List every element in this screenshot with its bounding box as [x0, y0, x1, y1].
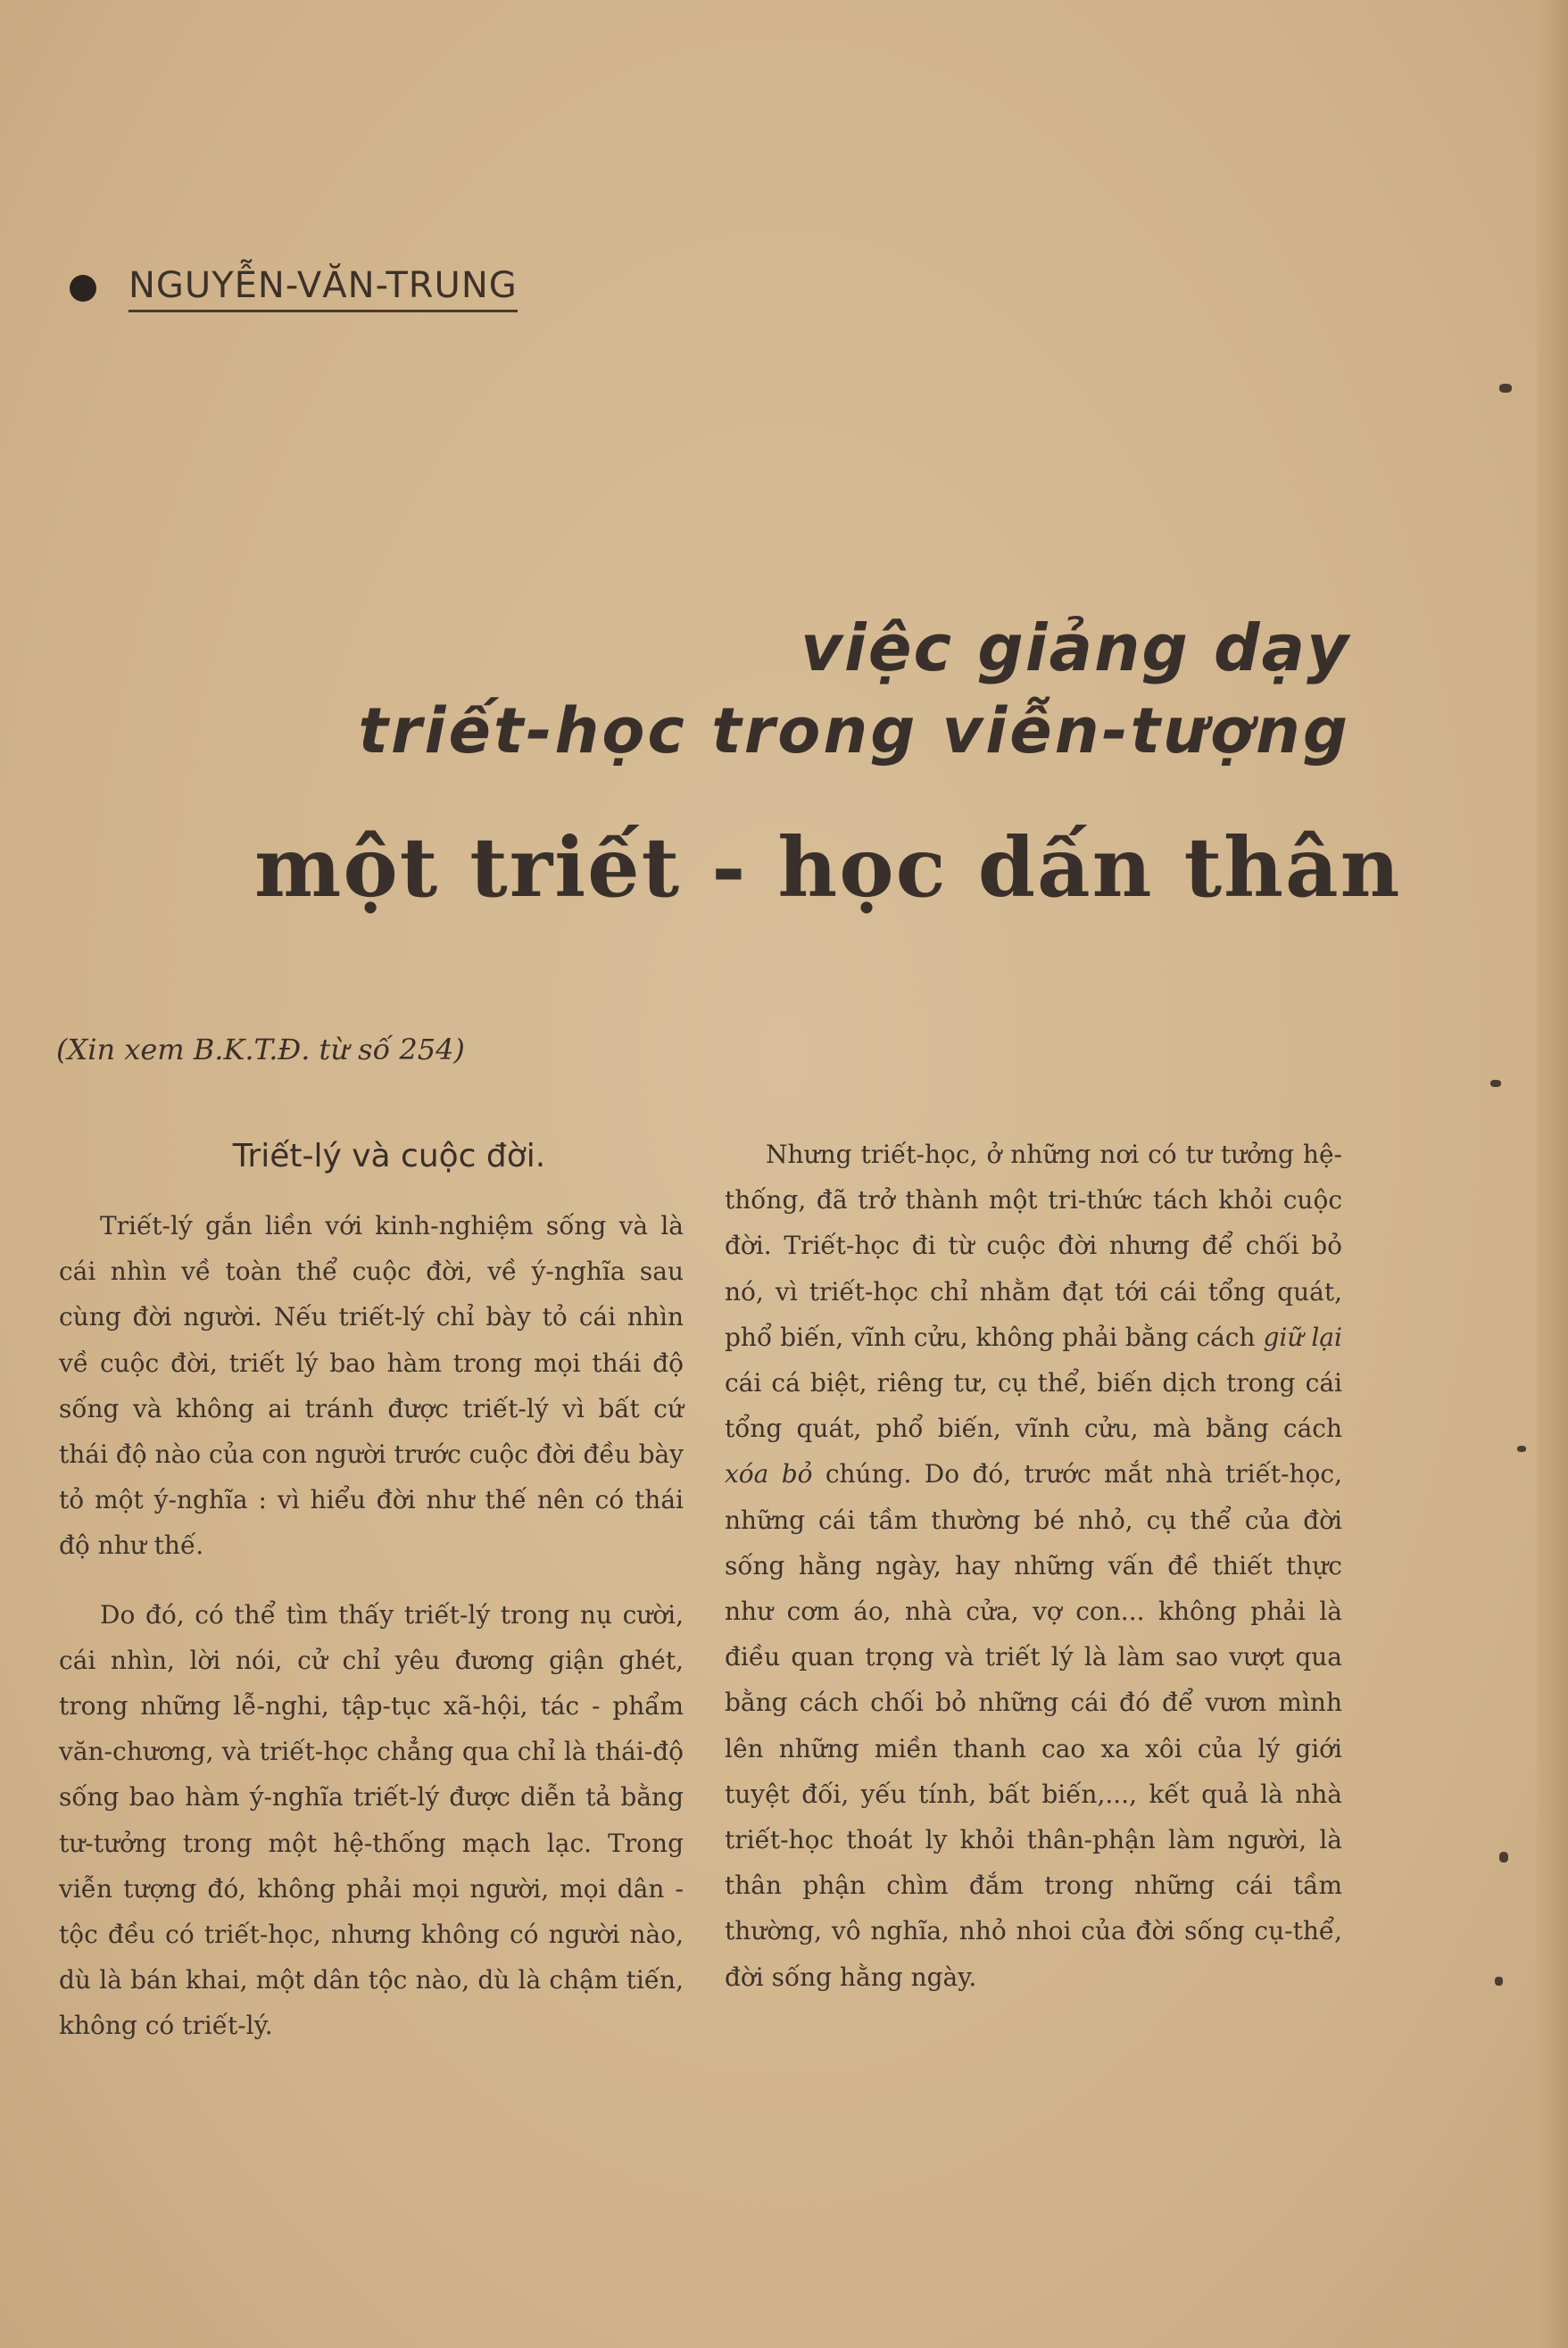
right-text-part-c: chúng. Do đó, trước mắt nhà triết-học, những cái tầm thường bé nhỏ, cụ thể của đời sống hằng ngày, hay những vấn đề thiết thực như cơm áo, nhà cửa, vợ con... không phải là điều quan trọng và triết lý là làm sao vượt qua bằng cách chối bỏ những cái đó để vươn mình lên những miền thanh cao xa xôi của lý giới tuyệt đối, yếu tính, bất biến,..., kết quả là nhà triết-học thoát ly khỏi thân-phận làm người, là thân phận chìm đắm trong những cái tầm thường, vô nghĩa, nhỏ nhoi của đời sống cụ-thể, đời sống hằng ngày.: [725, 1459, 1342, 1992]
section-heading: Triết-lý và cuộc đời.: [232, 1138, 546, 1174]
emphasis-xoa-bo: xóa bỏ: [725, 1459, 813, 1489]
left-paragraph-1: Triết-lý gắn liền với kinh-nghiệm sống và là cái nhìn về toàn thể cuộc đời, về ý-nghĩa sau cùng đời người. Nếu triết-lý chỉ bày tỏ cái nhìn về cuộc đời, triết lý bao hàm trong mọi thái độ sống và không ai tránh được triết-lý vì bất cứ thái độ nào của con người trước cuộc đời đều bày tỏ một ý-nghĩa : vì hiểu đời như thế nên có thái độ như thế.: [59, 1211, 684, 1561]
reference-note: (Xin xem B.K.T.Đ. từ số 254): [56, 1033, 465, 1066]
right-text-part-a: Nhưng triết-học, ở những nơi có tư tưởng hệ-thống, đã trở thành một tri-thức tách khỏi cuộc đời. Triết-học đi từ cuộc đời nhưng để chối bỏ nó, vì triết-học chỉ nhằm đạt tới cái tổng quát, phổ biến, vĩnh cửu, không phải bằng cách: [725, 1140, 1342, 1352]
left-column: [59, 1132, 684, 2072]
margin-speck: [1499, 1852, 1508, 1863]
title-line-2: triết-học trong viễn-tượng: [358, 694, 1350, 767]
right-column: [725, 1132, 1342, 2023]
left-paragraph-2: Do đó, có thể tìm thấy triết-lý trong nụ cười, cái nhìn, lời nói, cử chỉ yêu đương giận ghét, trong những lễ-nghi, tập-tục xã-hội, tác - phẩm văn-chương, và triết-học chẳng qua chỉ là thái-độ sống bao hàm ý-nghĩa triết-lý được diễn tả bằng tư-tưởng trong một hệ-thống mạch lạc. Trong viễn tượng đó, không phải mọi người, mọi dân - tộc đều có triết-học, nhưng không có người nào, dù là bán khai, một dân tộc nào, dù là chậm tiến, không có triết-lý.: [59, 1599, 684, 2041]
bullet-dot-icon: [70, 275, 96, 302]
margin-speck: [1517, 1446, 1526, 1452]
title-line-3: một triết - học dấn thân: [254, 819, 1402, 916]
right-paragraph-1: [725, 1132, 1342, 2000]
title-line-1: việc giảng dạy: [801, 610, 1350, 685]
emphasis-giu-lai: giữ lại: [1263, 1322, 1342, 1352]
margin-speck: [1495, 1977, 1503, 1986]
author-name: NGUYỄN-VĂN-TRUNG: [129, 265, 518, 312]
margin-speck: [1499, 384, 1512, 393]
right-text-part-b: cái cá biệt, riêng tư, cụ thể, biến dịch trong cái tổng quát, phổ biến, vĩnh cửu, mà bằng cách: [725, 1368, 1342, 1444]
author-line: [70, 261, 552, 316]
margin-speck: [1490, 1080, 1501, 1087]
